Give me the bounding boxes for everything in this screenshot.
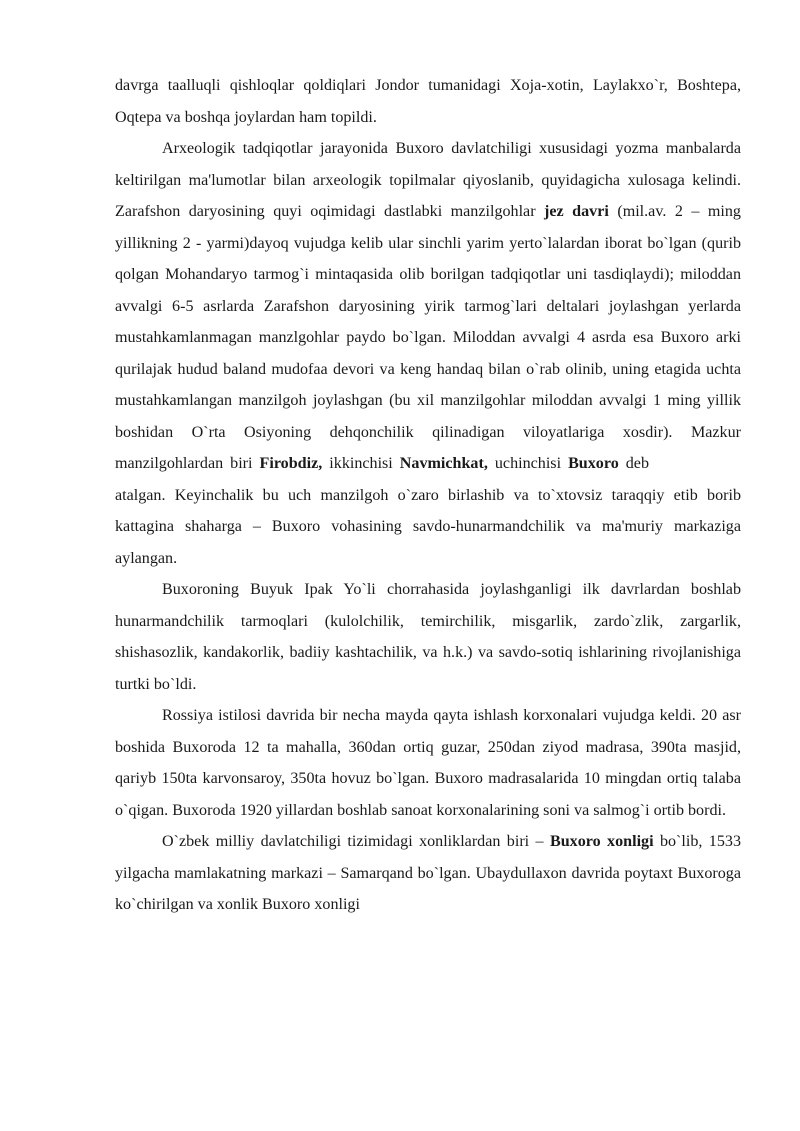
paragraph [115, 70, 741, 133]
text-run: O`zbek milliy davlatchiligi tizimidagi xonliklardan biri – [162, 833, 550, 850]
paragraph [115, 133, 741, 574]
text-run: atalgan. Keyinchalik bu uch manzilgoh o`zaro birlashib va to`xtovsiz taraqqiy etib borib kattagina shaharga – Buxoro vohasining savdo-hunarmandchilik va ma'muriy markaziga aylangan. [115, 486, 741, 567]
text-run: davrga taalluqli qishloqlar qoldiqlari Jondor tumanidagi Xoja-xotin, Laylakxo`r, Boshtepa, Oqtepa va boshqa joylardan ham topildi. [115, 77, 741, 126]
paragraph [115, 574, 741, 700]
text-run: bo`lib, 1533 yilgacha mamlakatning markazi – Samarqand bo`lgan. Ubaydullaxon davrida poytaxt Buxoroga ko`chirilgan va xonlik Buxoro xonligi [115, 833, 741, 913]
text-run: Buxoroning Buyuk Ipak Yo`li chorrahasida joylashganligi ilk davrlardan boshlab hunarmandchilik tarmoqlari (kulolchilik, temirchilik, misgarlik, zardo`zlik, zargarlik, shishasozlik, kandakorlik, badiiy kashtachilik, va h.k.) va savdo-sotiq ishlarining rivojlanishiga turtki bo`ldi. [115, 581, 741, 693]
text-run: uchinchisi [487, 455, 569, 472]
text-run: ikkinchisi [322, 455, 400, 472]
text-run: Rossiya istilosi davrida bir necha mayda qayta ishlash korxonalari vujudga keldi. 20 asr boshida Buxoroda 12 ta mahalla, 360dan ortiq guzar, 250dan ziyod madrasa, 390ta masjid, qariyb 150ta karvonsaroy, 350ta hovuz bo`lgan. Buxoro madrasalarida 10 mingdan ortiq talaba o`qigan. Buxoroda 1920 yillardan boshlab sanoat korxonalarining soni va salmog`i ortib bordi. [115, 707, 741, 819]
bold-term: Firobdiz, [259, 455, 323, 472]
bold-term: Navmichkat, [399, 455, 488, 472]
text-run: Arxeologik tadqiqotlar jarayonida Buxoro davlatchiligi xususidagi yozma manbalarda keltirilgan ma'lumotlar bilan arxeologik topilmalar qiyoslanib, quyidagicha xulosaga kelindi. Zarafshon daryosining quyi oqimidagi dastlabki manzilgohlar [115, 140, 741, 220]
bold-term: Buxoro [568, 455, 619, 472]
bold-term: jez davri [544, 203, 609, 220]
text-run: deb [618, 455, 650, 472]
text-run: (mil.av. 2 – ming yillikning 2 - yarmi)dayoq vujudga kelib ular sinchli yarim yerto`lalardan iborat bo`lgan (qurib qolgan Mohandaryo tarmog`i mintaqasida olib borilgan tadqiqotlar uni tasdiqlaydi); miloddan avvalgi 6-5 asrlarda Zarafshon daryosining yirik tarmog`lari deltalari joylashgan yerlarda mustahkamlanmagan manzlgohlar paydo bo`lgan. Miloddan avvalgi 4 asrda esa Buxoro arki qurilajak hudud baland mudofaa devori va keng handaq bilan o`rab olinib, uning etagida uchta mustahkamlangan manzilgoh joylashgan (bu xil manzilgohlar miloddan avvalgi 1 ming yillik boshidan O`rta Osiyoning dehqonchilik qilinadigan viloyatlariga xosdir). Mazkur manzilgohlardan biri [115, 203, 741, 472]
paragraph [115, 826, 741, 921]
document-body [115, 70, 741, 921]
paragraph [115, 700, 741, 826]
bold-term: Buxoro xonligi [549, 833, 654, 850]
